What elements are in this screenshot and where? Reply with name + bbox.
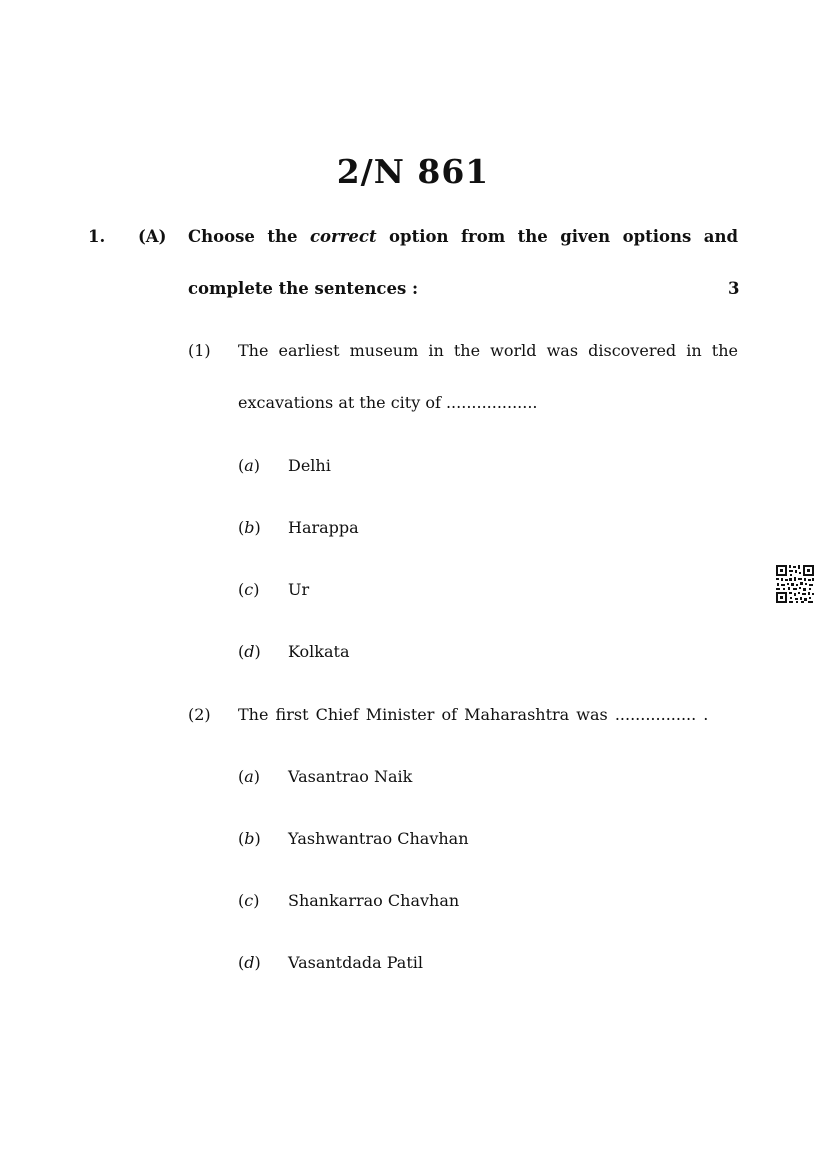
subquestion-text-line-1: The first Chief Minister of Maharashtra was ................ . (238, 705, 709, 724)
option-label-text: (a) (238, 456, 261, 475)
subquestion-text-line-2: excavations at the city of .................. (238, 393, 538, 412)
option-label (238, 829, 261, 848)
option-label (238, 891, 259, 910)
instruction-post: option from the given options and (376, 227, 738, 246)
option-label-text: (a) (238, 767, 261, 786)
subquestion-number: (2) (188, 705, 211, 724)
marks: 3 (728, 279, 740, 298)
instruction-pre: Choose the (188, 227, 310, 246)
option-text: Kolkata (288, 642, 350, 661)
option-label (238, 580, 259, 599)
option-label (238, 518, 261, 537)
subquestion-number: (1) (188, 341, 211, 360)
question-number: 1. (88, 227, 106, 246)
option-text: Shankarrao Chavhan (288, 891, 460, 910)
option-label-text: (d) (238, 953, 261, 972)
option-text: Vasantrao Naik (288, 767, 413, 786)
paper-code: 2/N 861 (336, 152, 490, 191)
option-label (238, 767, 260, 786)
qr-code-icon (775, 564, 815, 604)
option-text: Vasantdada Patil (288, 953, 424, 972)
option-text: Harappa (288, 518, 359, 537)
instruction-line-1 (188, 227, 738, 246)
option-label (238, 642, 261, 661)
subquestion-text-line-1: The earliest museum in the world was discovered in the (238, 341, 738, 360)
instruction-emphasis: correct (309, 227, 377, 246)
option-label (238, 456, 260, 475)
option-label (238, 953, 261, 972)
option-label-text: (d) (238, 642, 261, 661)
option-text: Ur (288, 580, 310, 599)
option-label-text: (c) (238, 580, 260, 599)
instruction-line-2: complete the sentences : (188, 279, 419, 298)
option-label-text: (b) (238, 518, 261, 537)
option-text: Yashwantrao Chavhan (288, 829, 469, 848)
option-text: Delhi (288, 456, 331, 475)
question-part: (A) (138, 227, 167, 246)
option-label-text: (b) (238, 829, 261, 848)
option-label-text: (c) (238, 891, 260, 910)
